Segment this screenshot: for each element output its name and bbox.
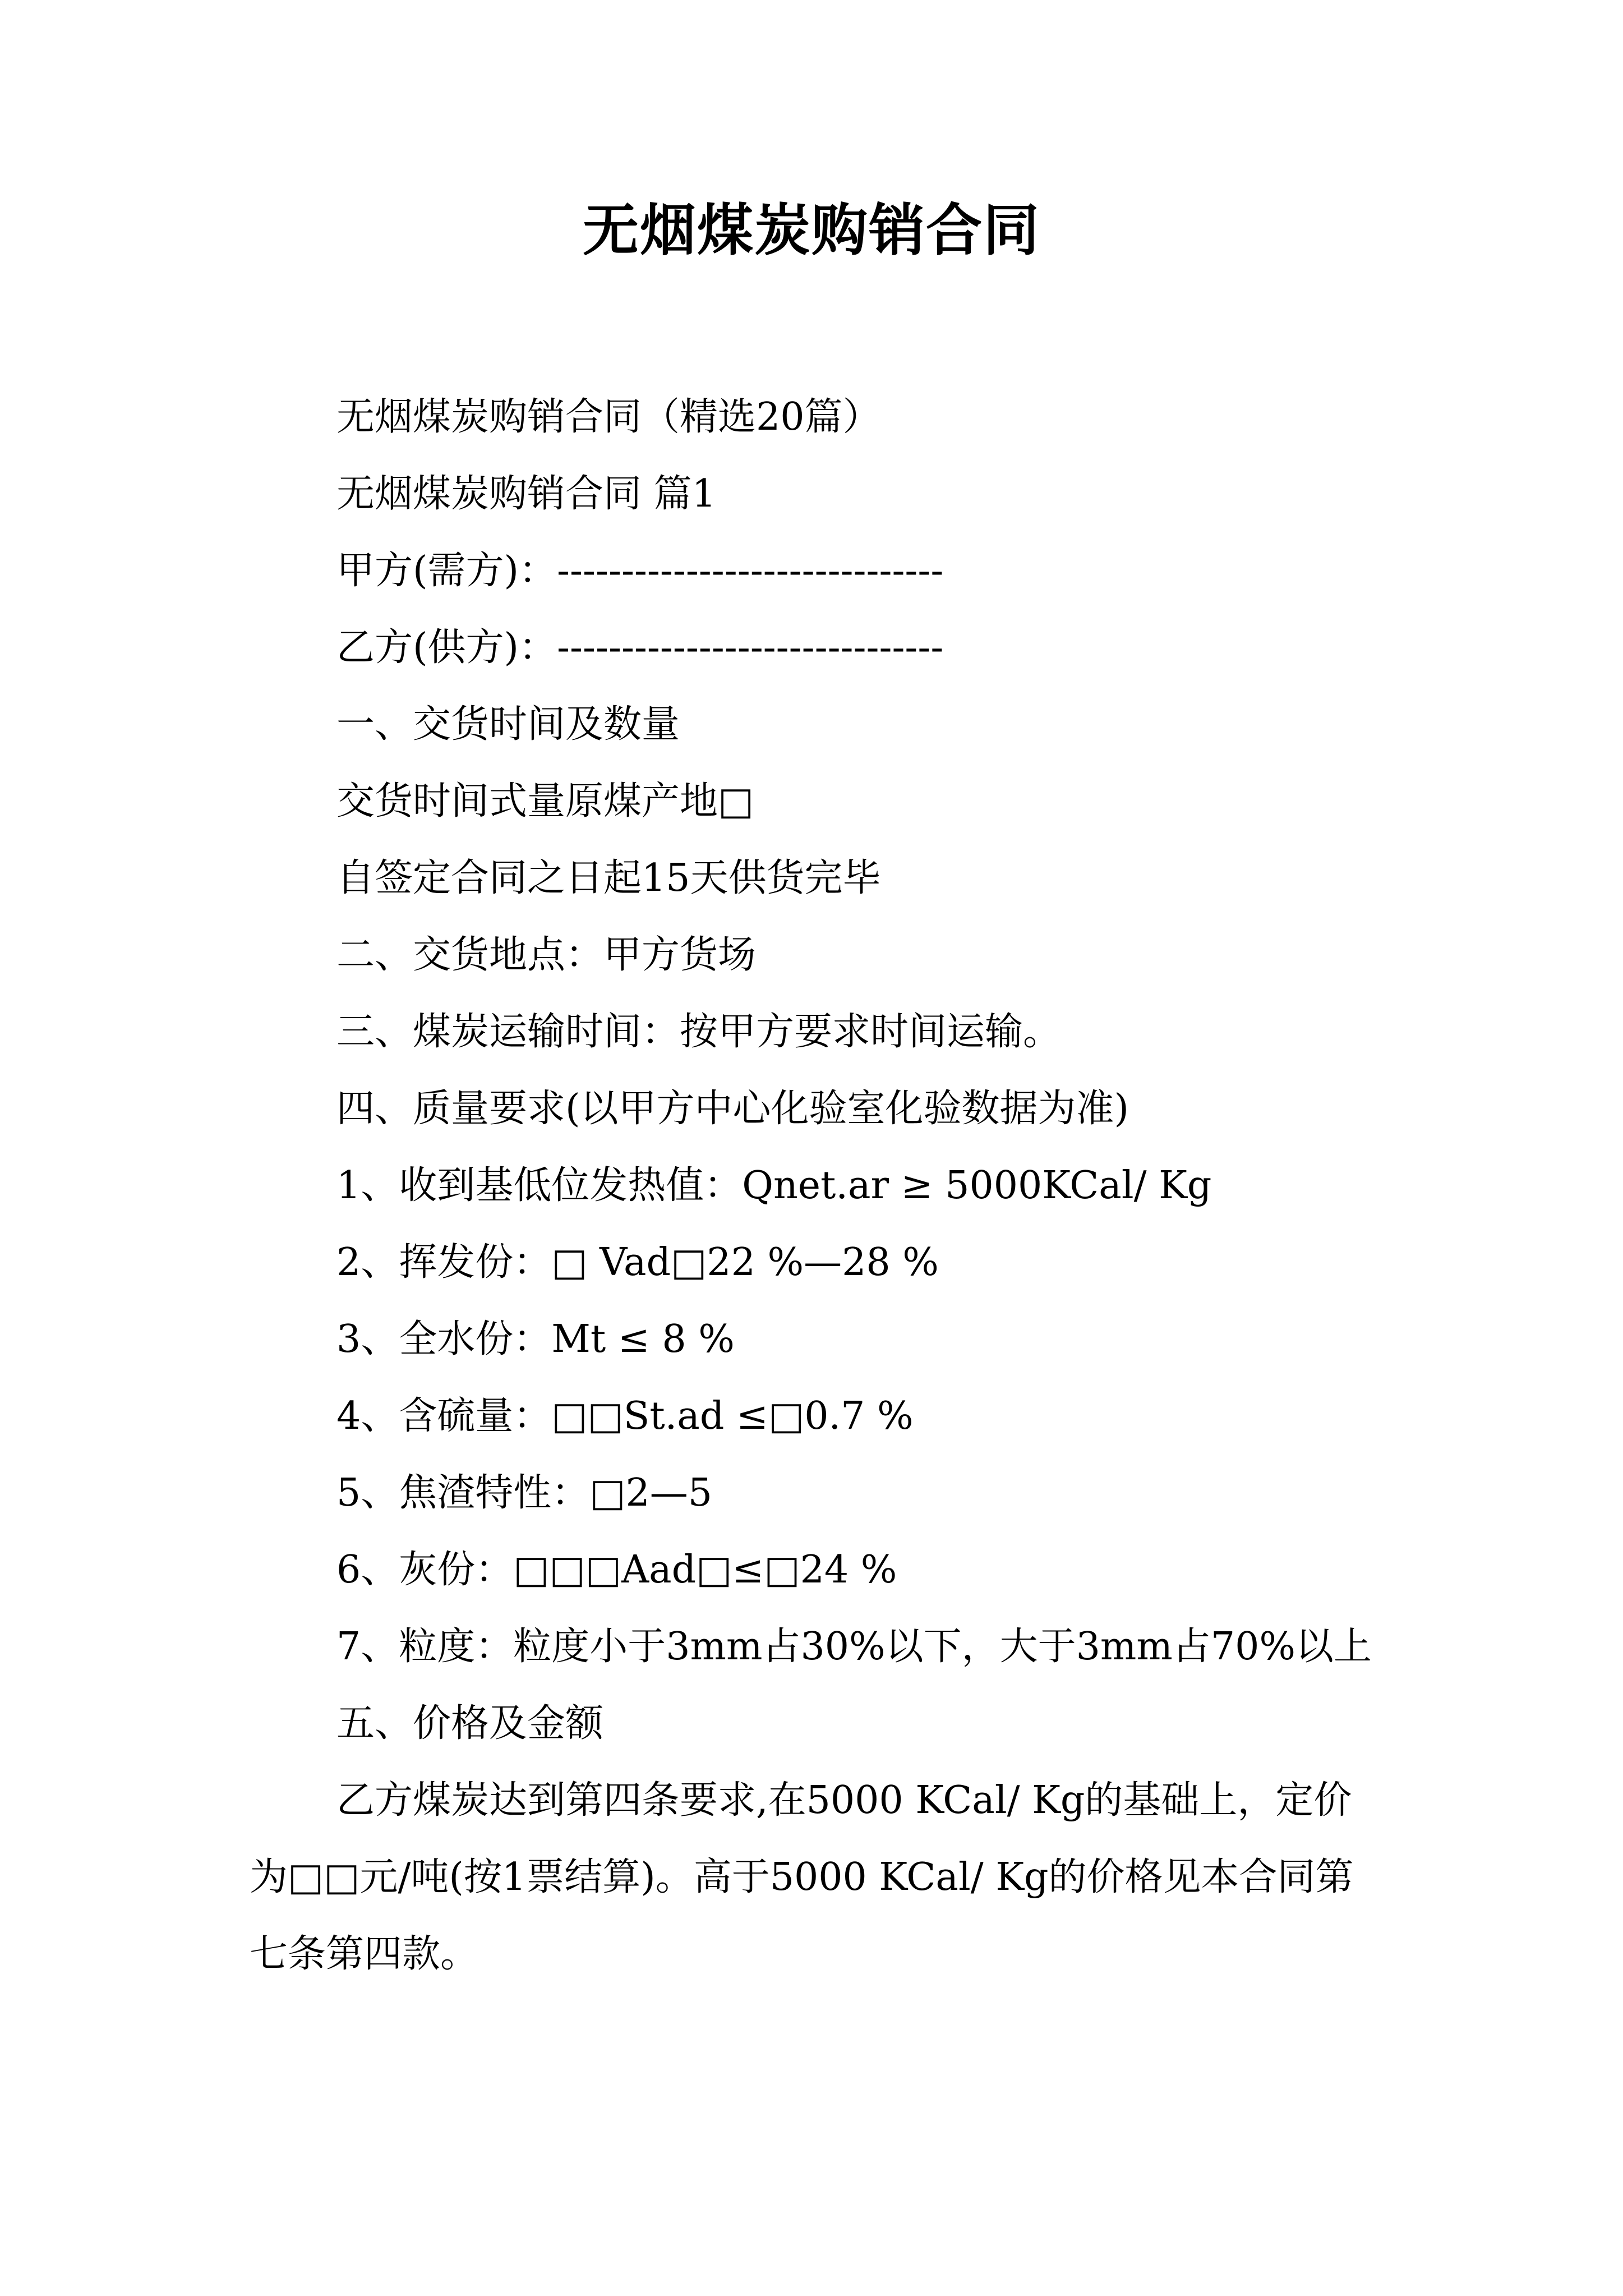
paragraph-quality-coke: 5、焦渣特性：□2—5 [336, 1471, 713, 1515]
paragraph-clause-1-heading: 一、交货时间及数量 [336, 702, 680, 747]
paragraph-section-heading: 无烟煤炭购销合同 篇1 [336, 472, 716, 516]
paragraph-clause-4-heading: 四、质量要求(以甲方中心化验室化验数据为准) [336, 1087, 1129, 1131]
paragraph-collection-title: 无烟煤炭购销合同（精选20篇） [336, 395, 881, 439]
paragraph-quality-moisture: 3、全水份：Mt ≤ 8 % [336, 1317, 735, 1361]
document-body [250, 379, 1388, 1993]
document-title: 无烟煤炭购销合同 [583, 197, 1040, 263]
paragraph-price-terms: 乙方煤炭达到第四条要求,在5000 KCal/ Kg的基础上，定价为□□元/吨(按1票结算)。高于5000 KCal/ Kg的价格见本合同第七条第四款。 [250, 1778, 1354, 1976]
paragraph-delivery-quantity: 交货时间式量原煤产地□ [336, 779, 754, 823]
paragraph-clause-2: 二、交货地点：甲方货场 [336, 933, 757, 977]
paragraph-clause-3: 三、煤炭运输时间：按甲方要求时间运输。 [336, 1010, 1062, 1054]
paragraph-quality-granularity: 7、粒度：粒度小于3mm占30%以下，大于3mm占70%以上 [336, 1625, 1372, 1669]
paragraph-party-a: 甲方(需方)：------------------------------ [336, 549, 944, 593]
paragraph-quality-ash: 6、灰份：□□□Aad□≤□24 % [336, 1548, 897, 1592]
paragraph-clause-5-heading: 五、价格及金额 [336, 1701, 604, 1746]
paragraph-quality-volatile: 2、挥发份：□ Vad□22 %—28 % [336, 1240, 939, 1285]
paragraph-party-b: 乙方(供方)：------------------------------ [336, 625, 944, 670]
paragraph-delivery-time: 自签定合同之日起15天供货完毕 [336, 856, 881, 900]
paragraph-quality-calorific: 1、收到基低位发热值：Qnet.ar ≥ 5000KCal/ Kg [336, 1163, 1212, 1208]
paragraph-quality-sulfur: 4、含硫量：□□St.ad ≤□0.7 % [336, 1394, 914, 1438]
